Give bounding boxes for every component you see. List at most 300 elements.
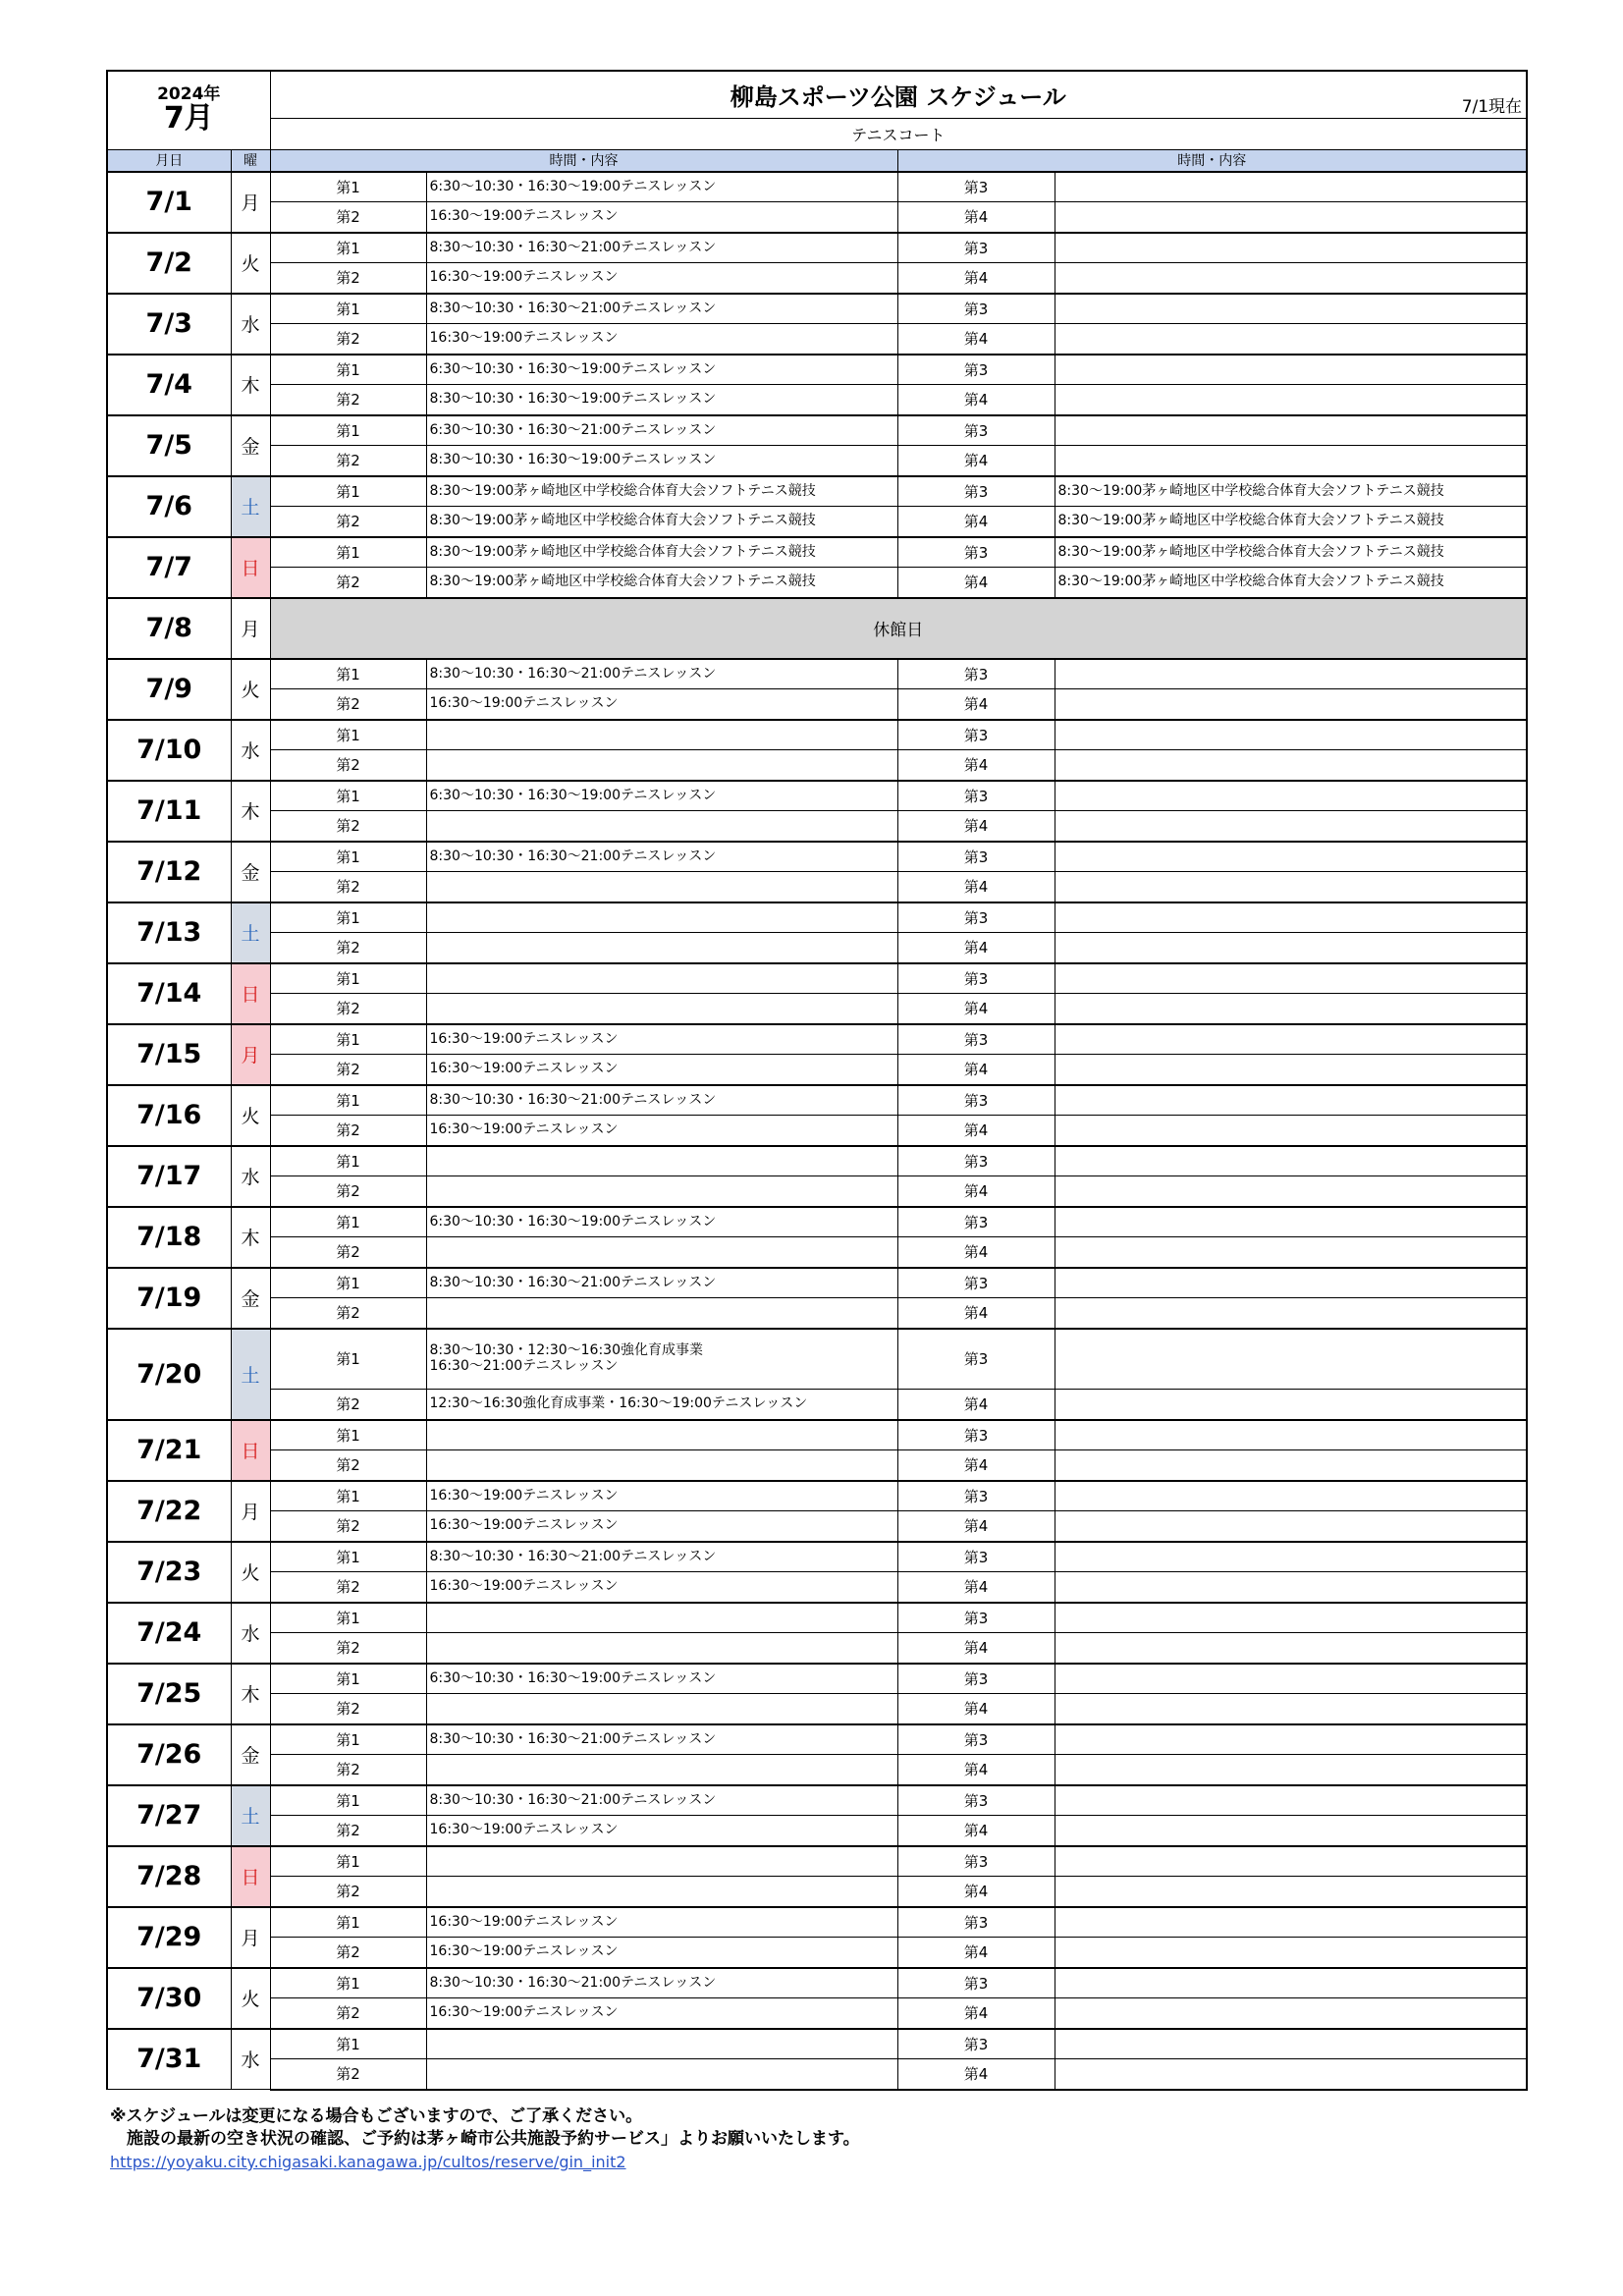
day-weekday: 火 <box>231 1085 270 1146</box>
court-row <box>107 324 1527 355</box>
court-schedule <box>426 781 897 811</box>
day-date: 7/14 <box>107 963 231 1024</box>
court-row <box>107 1116 1527 1146</box>
court-name: 第3 <box>897 1907 1055 1938</box>
court-schedule <box>426 1907 897 1938</box>
court-name: 第4 <box>897 1998 1055 2029</box>
court-schedule <box>426 750 897 781</box>
court-schedule <box>426 963 897 994</box>
schedule-text: 16:30～19:00テニスレッスン <box>429 1030 619 1047</box>
day-date: 7/19 <box>107 1268 231 1329</box>
court-name: 第2 <box>270 1450 426 1481</box>
court-name: 第1 <box>270 1268 426 1298</box>
court-name: 第3 <box>897 902 1055 933</box>
court-name: 第3 <box>897 1724 1055 1755</box>
court-row <box>107 415 1527 446</box>
court-schedule <box>426 1420 897 1450</box>
closed-label: 休館日 <box>270 598 1527 659</box>
column-header-row <box>107 149 1527 172</box>
court-schedule <box>1055 1542 1527 1572</box>
day-date: 7/6 <box>107 476 231 537</box>
court-row <box>107 1268 1527 1298</box>
court-name: 第2 <box>270 385 426 415</box>
court-name: 第2 <box>270 933 426 963</box>
court-name: 第4 <box>897 1237 1055 1268</box>
court-name: 第4 <box>897 324 1055 355</box>
court-row <box>107 1907 1527 1938</box>
court-row <box>107 1846 1527 1877</box>
court-row <box>107 1055 1527 1085</box>
court-schedule <box>426 263 897 294</box>
court-name: 第3 <box>897 2029 1055 2059</box>
court-row <box>107 659 1527 689</box>
court-row <box>107 476 1527 507</box>
court-schedule <box>1055 1603 1527 1633</box>
court-schedule <box>426 1511 897 1542</box>
court-schedule <box>426 1481 897 1511</box>
court-name: 第1 <box>270 1481 426 1511</box>
court-name: 第3 <box>897 476 1055 507</box>
court-row <box>107 1420 1527 1450</box>
court-schedule <box>426 1877 897 1907</box>
day-weekday: 土 <box>231 476 270 537</box>
court-name: 第3 <box>897 842 1055 872</box>
court-row <box>107 720 1527 750</box>
court-schedule <box>1055 1694 1527 1724</box>
day-date: 7/8 <box>107 598 231 659</box>
court-schedule <box>1055 507 1527 537</box>
court-name: 第2 <box>270 1572 426 1603</box>
court-row <box>107 537 1527 568</box>
court-schedule <box>1055 1024 1527 1055</box>
court-name: 第2 <box>270 872 426 902</box>
court-name: 第4 <box>897 1572 1055 1603</box>
day-weekday: 土 <box>231 1329 270 1420</box>
court-row <box>107 446 1527 476</box>
court-name: 第4 <box>897 1298 1055 1329</box>
court-row <box>107 1511 1527 1542</box>
day-date: 7/18 <box>107 1207 231 1268</box>
col-content-right: 時間・内容 <box>897 149 1527 172</box>
court-schedule <box>426 324 897 355</box>
day-date: 7/5 <box>107 415 231 476</box>
schedule-text: 16:30～19:00テニスレッスン <box>429 208 619 225</box>
court-name: 第4 <box>897 811 1055 842</box>
schedule-text: 8:30～19:00茅ヶ崎地区中学校総合体育大会ソフトテニス競技 <box>429 513 816 529</box>
court-schedule <box>426 1176 897 1207</box>
court-row <box>107 1481 1527 1511</box>
day-date: 7/23 <box>107 1542 231 1603</box>
court-row <box>107 750 1527 781</box>
court-name: 第4 <box>897 1511 1055 1542</box>
court-name: 第2 <box>270 1390 426 1420</box>
court-schedule <box>426 172 897 202</box>
court-schedule <box>426 659 897 689</box>
schedule-text: 8:30～10:30・16:30～21:00テニスレッスン <box>429 1274 717 1290</box>
court-name: 第3 <box>897 1420 1055 1450</box>
court-name: 第1 <box>270 355 426 385</box>
court-name: 第2 <box>270 1298 426 1329</box>
court-schedule <box>1055 1481 1527 1511</box>
facility-subtitle: テニスコート <box>270 118 1527 149</box>
court-schedule <box>1055 1938 1527 1968</box>
court-name: 第3 <box>897 1085 1055 1116</box>
court-schedule <box>1055 781 1527 811</box>
court-schedule <box>1055 1329 1527 1390</box>
day-date: 7/11 <box>107 781 231 842</box>
court-name: 第1 <box>270 1207 426 1237</box>
court-name: 第3 <box>897 1785 1055 1816</box>
court-name: 第2 <box>270 446 426 476</box>
day-date: 7/24 <box>107 1603 231 1664</box>
court-name: 第1 <box>270 1846 426 1877</box>
court-schedule <box>426 507 897 537</box>
court-row <box>107 1968 1527 1998</box>
court-row <box>107 1207 1527 1237</box>
court-row <box>107 1542 1527 1572</box>
court-row <box>107 1237 1527 1268</box>
day-weekday: 月 <box>231 1481 270 1542</box>
court-schedule <box>426 720 897 750</box>
court-row <box>107 1877 1527 1907</box>
court-schedule <box>426 1237 897 1268</box>
day-weekday: 木 <box>231 781 270 842</box>
day-date: 7/31 <box>107 2029 231 2090</box>
schedule-text: 8:30～10:30・16:30～21:00テニスレッスン <box>429 1791 717 1808</box>
court-name: 第3 <box>897 1207 1055 1237</box>
court-schedule <box>426 446 897 476</box>
court-schedule <box>1055 1755 1527 1785</box>
court-name: 第4 <box>897 994 1055 1024</box>
court-row <box>107 385 1527 415</box>
court-schedule <box>1055 842 1527 872</box>
col-weekday: 曜 <box>231 149 270 172</box>
court-row <box>107 233 1527 263</box>
court-name: 第4 <box>897 446 1055 476</box>
court-row <box>107 1816 1527 1846</box>
court-name: 第1 <box>270 1664 426 1694</box>
schedule-text: 16:30～19:00テニスレッスン <box>429 1822 619 1838</box>
court-schedule <box>1055 1816 1527 1846</box>
court-schedule <box>426 1633 897 1664</box>
day-weekday: 土 <box>231 1785 270 1846</box>
court-name: 第2 <box>270 2059 426 2090</box>
court-schedule <box>426 1938 897 1968</box>
court-schedule <box>426 415 897 446</box>
court-name: 第4 <box>897 568 1055 598</box>
day-weekday: 水 <box>231 1146 270 1207</box>
court-name: 第3 <box>897 1268 1055 1298</box>
schedule-text: 8:30～10:30・16:30～21:00テニスレッスン <box>429 1091 717 1108</box>
day-weekday: 月 <box>231 172 270 233</box>
schedule-text: 8:30～10:30・16:30～19:00テニスレッスン <box>429 391 717 408</box>
footer-note-change: ※スケジュールは変更になる場合もございますので、ご了承ください。 <box>110 2106 643 2126</box>
court-name: 第4 <box>897 1055 1055 1085</box>
court-schedule <box>1055 1724 1527 1755</box>
schedule-text: 6:30～10:30・16:30～19:00テニスレッスン <box>429 787 717 803</box>
day-weekday: 日 <box>231 537 270 598</box>
court-name: 第3 <box>897 659 1055 689</box>
closed-day-row <box>107 598 1527 659</box>
day-weekday: 水 <box>231 2029 270 2090</box>
col-date: 月日 <box>107 149 231 172</box>
day-weekday: 日 <box>231 1846 270 1907</box>
court-schedule <box>1055 568 1527 598</box>
court-schedule <box>1055 750 1527 781</box>
court-name: 第2 <box>270 1877 426 1907</box>
court-row <box>107 689 1527 720</box>
court-schedule <box>1055 2029 1527 2059</box>
court-name: 第1 <box>270 963 426 994</box>
schedule-text: 16:30～19:00テニスレッスン <box>429 1943 619 1960</box>
court-schedule <box>1055 1968 1527 1998</box>
day-weekday: 火 <box>231 1968 270 2029</box>
court-name: 第3 <box>897 1968 1055 1998</box>
court-schedule <box>426 202 897 233</box>
court-schedule <box>1055 659 1527 689</box>
court-schedule <box>426 537 897 568</box>
court-schedule <box>426 872 897 902</box>
court-name: 第1 <box>270 415 426 446</box>
court-name: 第2 <box>270 689 426 720</box>
day-date: 7/28 <box>107 1846 231 1907</box>
court-row <box>107 294 1527 324</box>
court-name: 第2 <box>270 507 426 537</box>
schedule-text: 8:30～19:00茅ヶ崎地区中学校総合体育大会ソフトテニス競技 <box>1057 482 1444 499</box>
schedule-text: 8:30～10:30・16:30～21:00テニスレッスン <box>429 300 717 316</box>
court-schedule <box>426 1146 897 1176</box>
court-name: 第4 <box>897 1633 1055 1664</box>
court-schedule <box>1055 233 1527 263</box>
court-schedule <box>1055 933 1527 963</box>
day-weekday: 金 <box>231 1724 270 1785</box>
court-name: 第1 <box>270 476 426 507</box>
court-schedule <box>1055 1664 1527 1694</box>
court-schedule <box>1055 1450 1527 1481</box>
court-schedule <box>426 2059 897 2090</box>
day-weekday: 月 <box>231 1024 270 1085</box>
day-date: 7/30 <box>107 1968 231 2029</box>
court-schedule <box>426 933 897 963</box>
court-name: 第4 <box>897 750 1055 781</box>
court-schedule <box>1055 1572 1527 1603</box>
court-name: 第2 <box>270 263 426 294</box>
court-schedule <box>1055 994 1527 1024</box>
court-schedule <box>1055 1511 1527 1542</box>
court-name: 第2 <box>270 1998 426 2029</box>
court-schedule <box>426 842 897 872</box>
day-weekday: 木 <box>231 1207 270 1268</box>
court-schedule <box>1055 1998 1527 2029</box>
court-schedule <box>1055 1846 1527 1877</box>
court-name: 第3 <box>897 415 1055 446</box>
court-name: 第2 <box>270 1633 426 1664</box>
court-name: 第2 <box>270 202 426 233</box>
schedule-sheet <box>106 70 1526 2091</box>
schedule-text: 8:30～19:00茅ヶ崎地区中学校総合体育大会ソフトテニス競技 <box>1057 543 1444 560</box>
court-row <box>107 1998 1527 2029</box>
court-schedule <box>1055 1237 1527 1268</box>
schedule-text: 8:30～10:30・16:30～21:00テニスレッスン <box>429 665 717 682</box>
day-date: 7/21 <box>107 1420 231 1481</box>
court-name: 第2 <box>270 994 426 1024</box>
court-schedule <box>1055 811 1527 842</box>
court-name: 第3 <box>897 537 1055 568</box>
court-name: 第3 <box>897 1846 1055 1877</box>
court-name: 第1 <box>270 1785 426 1816</box>
court-name: 第1 <box>270 1329 426 1390</box>
court-schedule <box>426 1572 897 1603</box>
year-label: 2024年 <box>157 83 221 104</box>
court-row <box>107 1785 1527 1816</box>
court-name: 第2 <box>270 1938 426 1968</box>
court-schedule <box>426 1785 897 1816</box>
day-date: 7/15 <box>107 1024 231 1085</box>
court-schedule <box>426 1755 897 1785</box>
schedule-text: 16:30～19:00テニスレッスン <box>429 1913 619 1930</box>
court-row <box>107 1298 1527 1329</box>
schedule-text: 8:30～19:00茅ヶ崎地区中学校総合体育大会ソフトテニス競技 <box>429 482 816 499</box>
court-row <box>107 994 1527 1024</box>
court-name: 第4 <box>897 202 1055 233</box>
court-schedule <box>1055 872 1527 902</box>
court-schedule <box>426 1024 897 1055</box>
court-schedule <box>1055 476 1527 507</box>
reservation-link[interactable]: https://yoyaku.city.chigasaki.kanagawa.jp/cultos/reserve/gin_init2 <box>110 2153 626 2171</box>
court-row <box>107 202 1527 233</box>
court-name: 第3 <box>897 233 1055 263</box>
court-row <box>107 1390 1527 1420</box>
court-schedule <box>1055 415 1527 446</box>
court-name: 第3 <box>897 172 1055 202</box>
court-name: 第2 <box>270 1055 426 1085</box>
court-schedule <box>426 294 897 324</box>
day-weekday: 水 <box>231 1603 270 1664</box>
court-schedule <box>1055 1877 1527 1907</box>
court-name: 第4 <box>897 385 1055 415</box>
court-schedule <box>1055 1116 1527 1146</box>
court-name: 第4 <box>897 263 1055 294</box>
court-name: 第1 <box>270 1085 426 1116</box>
day-date: 7/16 <box>107 1085 231 1146</box>
schedule-text: 6:30～10:30・16:30～19:00テニスレッスン <box>429 360 717 377</box>
court-name: 第2 <box>270 1816 426 1846</box>
court-schedule <box>426 1724 897 1755</box>
court-row <box>107 1450 1527 1481</box>
as-of-label: 7/1現在 <box>1461 96 1523 117</box>
day-weekday: 月 <box>231 1907 270 1968</box>
court-name: 第2 <box>270 1116 426 1146</box>
court-schedule <box>426 1450 897 1481</box>
year-month-cell <box>107 71 270 149</box>
court-name: 第3 <box>897 1603 1055 1633</box>
court-schedule <box>426 1116 897 1146</box>
court-name: 第1 <box>270 1907 426 1938</box>
court-schedule <box>1055 1146 1527 1176</box>
court-schedule <box>426 1055 897 1085</box>
day-date: 7/9 <box>107 659 231 720</box>
court-name: 第1 <box>270 720 426 750</box>
day-date: 7/25 <box>107 1664 231 1724</box>
day-weekday: 木 <box>231 355 270 415</box>
court-schedule <box>1055 446 1527 476</box>
schedule-text: 16:30～19:00テニスレッスン <box>429 2004 619 2021</box>
day-date: 7/10 <box>107 720 231 781</box>
schedule-text: 12:30～16:30強化育成事業・16:30～19:00テニスレッスン <box>429 1395 808 1412</box>
court-schedule <box>1055 172 1527 202</box>
court-schedule <box>426 1085 897 1116</box>
court-schedule <box>426 1542 897 1572</box>
court-name: 第2 <box>270 811 426 842</box>
day-weekday: 月 <box>231 598 270 659</box>
court-name: 第2 <box>270 1176 426 1207</box>
schedule-text: 16:30～19:00テニスレッスン <box>429 1517 619 1534</box>
court-schedule <box>1055 963 1527 994</box>
court-schedule <box>426 385 897 415</box>
court-row <box>107 963 1527 994</box>
court-name: 第2 <box>270 324 426 355</box>
day-date: 7/17 <box>107 1146 231 1207</box>
court-name: 第4 <box>897 689 1055 720</box>
schedule-text: 16:30～19:00テニスレッスン <box>429 269 619 286</box>
court-name: 第3 <box>897 781 1055 811</box>
court-row <box>107 2029 1527 2059</box>
schedule-text: 16:30～19:00テニスレッスン <box>429 1061 619 1077</box>
day-date: 7/13 <box>107 902 231 963</box>
footer-note-reservation: 施設の最新の空き状況の確認、ご予約は茅ヶ崎市公共施設予約サービス」よりお願いいたします。 <box>110 2129 860 2149</box>
court-name: 第3 <box>897 294 1055 324</box>
schedule-text: 6:30～10:30・16:30～19:00テニスレッスン <box>429 1213 717 1230</box>
court-schedule <box>426 476 897 507</box>
court-name: 第2 <box>270 1694 426 1724</box>
day-date: 7/26 <box>107 1724 231 1785</box>
court-schedule <box>426 811 897 842</box>
court-name: 第1 <box>270 842 426 872</box>
court-row <box>107 1938 1527 1968</box>
court-name: 第2 <box>270 1511 426 1542</box>
court-schedule <box>426 1298 897 1329</box>
court-row <box>107 1329 1527 1390</box>
court-name: 第1 <box>270 233 426 263</box>
court-schedule <box>1055 1907 1527 1938</box>
court-name: 第1 <box>270 659 426 689</box>
court-name: 第3 <box>897 1481 1055 1511</box>
court-schedule <box>426 1694 897 1724</box>
court-schedule <box>1055 263 1527 294</box>
day-date: 7/27 <box>107 1785 231 1846</box>
court-schedule <box>426 689 897 720</box>
court-name: 第4 <box>897 1755 1055 1785</box>
court-schedule <box>426 1968 897 1998</box>
court-name: 第1 <box>270 781 426 811</box>
court-schedule <box>1055 1085 1527 1116</box>
court-schedule <box>1055 1420 1527 1450</box>
court-name: 第4 <box>897 1176 1055 1207</box>
court-row <box>107 811 1527 842</box>
court-row <box>107 1024 1527 1055</box>
schedule-table <box>106 70 1528 2091</box>
court-row <box>107 842 1527 872</box>
court-name: 第1 <box>270 902 426 933</box>
court-name: 第4 <box>897 1877 1055 1907</box>
court-row <box>107 1664 1527 1694</box>
court-schedule <box>1055 1633 1527 1664</box>
court-schedule <box>1055 720 1527 750</box>
court-row <box>107 1633 1527 1664</box>
schedule-text: 8:30～19:00茅ヶ崎地区中学校総合体育大会ソフトテニス競技 <box>429 574 816 590</box>
month-label: 7月 <box>163 101 214 137</box>
day-date: 7/2 <box>107 233 231 294</box>
